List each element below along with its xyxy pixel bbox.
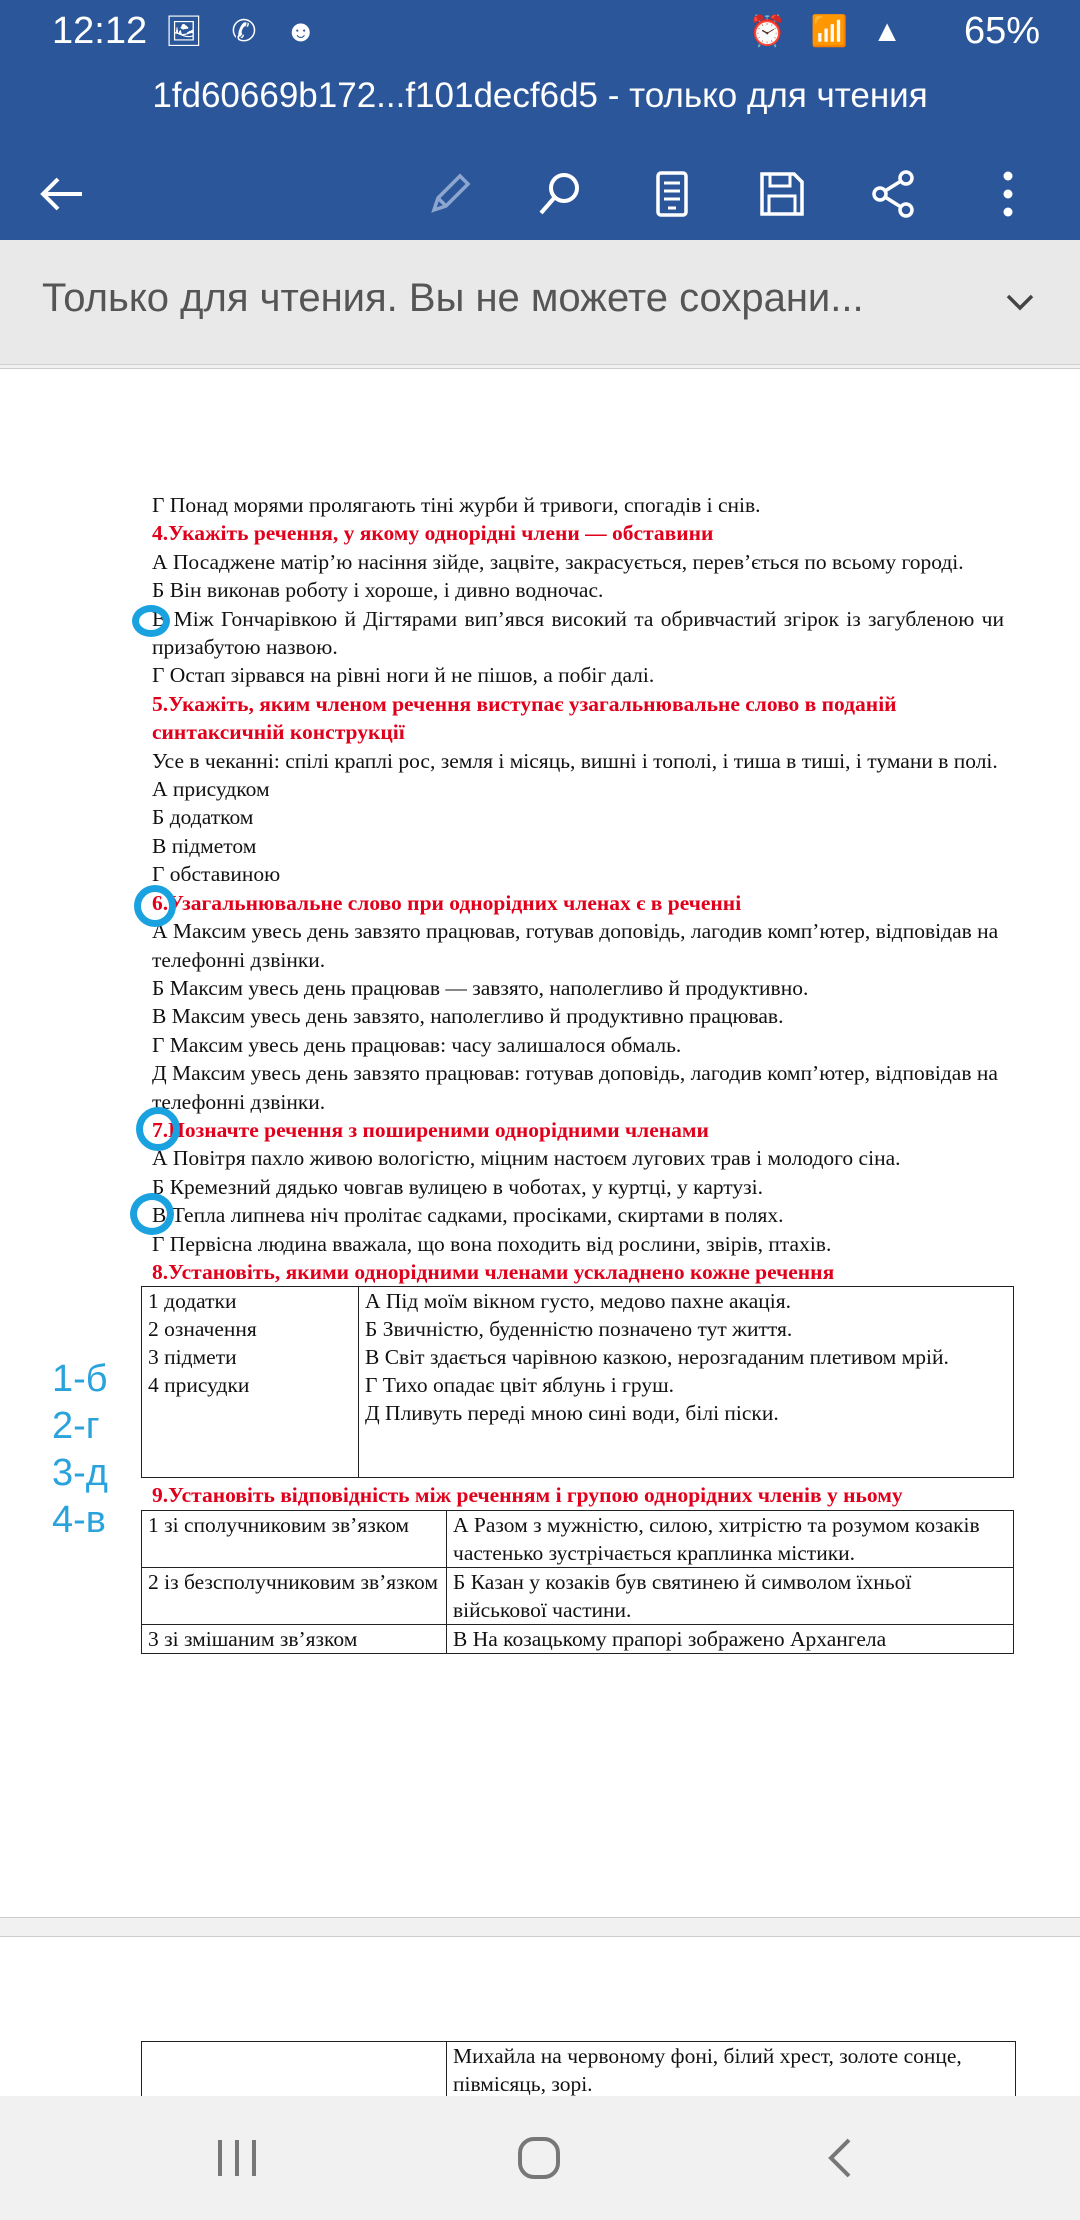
chevron-down-icon[interactable] — [996, 278, 1044, 326]
notification-icons: 🖼 ✆ ☻ — [165, 15, 327, 48]
answer-line: Г Максим увесь день працював: часу залишалося обмаль. — [152, 1032, 682, 1057]
question-6: 6.Узагальнювальне слово при однорідних членах є в реченні — [152, 890, 742, 915]
answer-marker-circle — [130, 1193, 174, 1235]
search-icon — [532, 166, 588, 222]
toolbar — [0, 154, 1080, 234]
table-question-9 — [141, 1510, 1014, 1654]
table-cell: А Разом з мужністю, силою, хитрістю та розумом козаків частенько зустрічається краплинка містики. — [447, 1510, 1014, 1567]
answer-line: А Повітря пахло живою вологістю, міцним настоєм лугових трав і молодого сіна. — [152, 1146, 901, 1171]
table-cell-line: 4 присудки — [148, 1373, 250, 1398]
table-cell: В На козацькому прапорі зображено Архангела — [447, 1624, 1014, 1653]
home-button[interactable] — [504, 2126, 574, 2190]
document-content — [148, 491, 1004, 1654]
table-cell-line: Г Тихо опадає цвіт яблунь і груш. — [365, 1373, 675, 1398]
table-question-8 — [141, 1286, 1014, 1478]
read-only-banner[interactable] — [0, 240, 1080, 365]
back-button[interactable] — [22, 154, 102, 234]
question-4: 4.Укажіть речення, у якому однорідні члени — обставини — [152, 521, 714, 546]
save-button[interactable] — [742, 154, 822, 234]
question-7: 7.Позначте речення з поширеними однорідними членами — [152, 1117, 709, 1142]
answer-line: В Тепла липнева ніч пролітає садками, просіками, скиртами в полях. — [152, 1203, 784, 1228]
edit-button[interactable] — [410, 154, 490, 234]
table-row — [142, 1567, 1014, 1624]
save-icon — [754, 166, 810, 222]
answer-line: В Між Гончарівкою й Дігтярами вип’явся високий та обривчастий згірок із загубленою чи призабутою назвою. — [152, 606, 1004, 660]
navigation-bar — [0, 2096, 1080, 2220]
table-cell: Михайла на червоному фоні, білий хрест, золоте сонце, півмісяць, зорі. — [447, 2042, 1016, 2098]
table-cell: Б Казан у козаків був святинею й символом їхньої військової частини. — [447, 1567, 1014, 1624]
answer-line: Усе в чеканні: спілі краплі рос, земля і місяць, вишні і тополі, і тиша в тиші, і тумани в полі. — [152, 748, 998, 773]
table-cell-line: А Під моїм вікном густо, медово пахне акація. — [365, 1289, 792, 1314]
answer-line: Б Максим увесь день працював — завзято, наполегливо й продуктивно. — [152, 975, 809, 1000]
document-view-icon — [644, 166, 700, 222]
question-9: 9.Установіть відповідність між реченням і групою однорідних членів у ньому — [152, 1483, 903, 1508]
document-page-2 — [0, 1936, 1080, 2097]
answer-line: Д Максим увесь день завзято працював: готував доповідь, лагодив комп’ютер, відповідав на телефонні дзвінки. — [152, 1061, 998, 1114]
table-cell-line: Д Пливуть переді мною сині води, білі піски. — [365, 1401, 779, 1426]
table-row — [142, 1624, 1014, 1653]
table-cell: 3 зі змішаним зв’язком — [142, 1624, 447, 1653]
answer-line: Г Понад морями пролягають тіні журби й тривоги, спогадів і снів. — [152, 493, 761, 517]
question-5: 5.Укажіть, яким членом речення виступає узагальнювальне слово в поданій синтаксичній конструкції — [152, 691, 897, 745]
search-button[interactable] — [520, 154, 600, 234]
question-8: 8.Установіть, якими однорідними членами ускладнено кожне речення — [152, 1259, 835, 1284]
answer-line: В Максим увесь день завзято, наполегливо й продуктивно працював. — [152, 1004, 784, 1029]
status-time: 12:12 — [52, 10, 148, 52]
back-chevron-icon — [821, 2134, 861, 2182]
more-vertical-icon — [980, 166, 1036, 222]
table-cell-line: В Світ здається чарівною казкою, нерозгаданим плетивом мрій. — [365, 1345, 949, 1370]
read-only-message: Только для чтения. Вы не можете сохрани... — [42, 276, 864, 320]
system-back-button[interactable] — [806, 2126, 876, 2190]
table-cell-line: 3 підмети — [148, 1345, 237, 1370]
table-cell-line: Б Звичністю, буденністю позначено тут життя. — [365, 1317, 793, 1342]
pencil-icon — [422, 166, 478, 222]
home-icon — [515, 2134, 563, 2182]
recent-apps-button[interactable] — [202, 2126, 272, 2190]
share-icon — [866, 166, 922, 222]
system-icons: ⏰ 📶 ▲ — [748, 15, 910, 48]
table-cell-line: 1 додатки — [148, 1289, 237, 1314]
answer-line: Б додатком — [152, 805, 254, 830]
status-bar — [0, 0, 1080, 64]
answer-line: Б Він виконав роботу і хороше, і дивно водночас. — [152, 578, 604, 603]
recent-apps-icon — [214, 2136, 260, 2180]
app-header — [0, 64, 1080, 240]
handwritten-answers — [52, 1356, 108, 1544]
table-cell-line: 2 означення — [148, 1317, 257, 1342]
battery-level: 65% — [963, 10, 1040, 52]
document-page — [0, 368, 1080, 1918]
table-row — [142, 1510, 1014, 1567]
reading-view-button[interactable] — [632, 154, 712, 234]
table-cell-empty — [142, 2042, 447, 2098]
table-cell: 2 із безсполучниковим зв’язком — [142, 1567, 447, 1624]
annotation-line: 1-б — [52, 1358, 108, 1400]
answer-line: А Максим увесь день завзято працював, готував доповідь, лагодив комп’ютер, відповідав на телефонні дзвінки. — [152, 919, 999, 972]
answer-line: А Посаджене матір’ю насіння зійде, зацвіте, закрасується, перев’ється по всьому городі. — [152, 549, 964, 574]
answer-line: В підметом — [152, 833, 257, 858]
answer-line: Б Кремезний дядько човгав вулицею в чоботах, у куртці, у картузі. — [152, 1174, 764, 1199]
answer-line: Г обставиною — [152, 862, 281, 887]
annotation-line: 3-д — [52, 1452, 108, 1494]
share-button[interactable] — [854, 154, 934, 234]
table-cell-members — [142, 1287, 359, 1478]
table-question-9-continued — [141, 2041, 1016, 2097]
answer-marker-circle — [134, 885, 176, 927]
more-options-button[interactable] — [968, 154, 1048, 234]
answer-line: А присудком — [152, 777, 270, 802]
table-cell-sentences — [359, 1287, 1014, 1478]
document-title: 1fd60669b172...f101decf6d5 - только для чтения — [152, 76, 928, 115]
back-arrow-icon — [34, 166, 90, 222]
answer-marker-circle — [132, 605, 170, 637]
answer-marker-circle — [136, 1107, 180, 1151]
table-cell: 1 зі сполучниковим зв’язком — [142, 1510, 447, 1567]
annotation-line: 4-в — [52, 1499, 106, 1541]
answer-line: Г Остап зірвався на рівні ноги й не пішов, а побіг далі. — [152, 663, 655, 688]
answer-line: Г Первісна людина вважала, що вона походить від рослини, звірів, птахів. — [152, 1231, 832, 1256]
annotation-line: 2-г — [52, 1405, 100, 1447]
